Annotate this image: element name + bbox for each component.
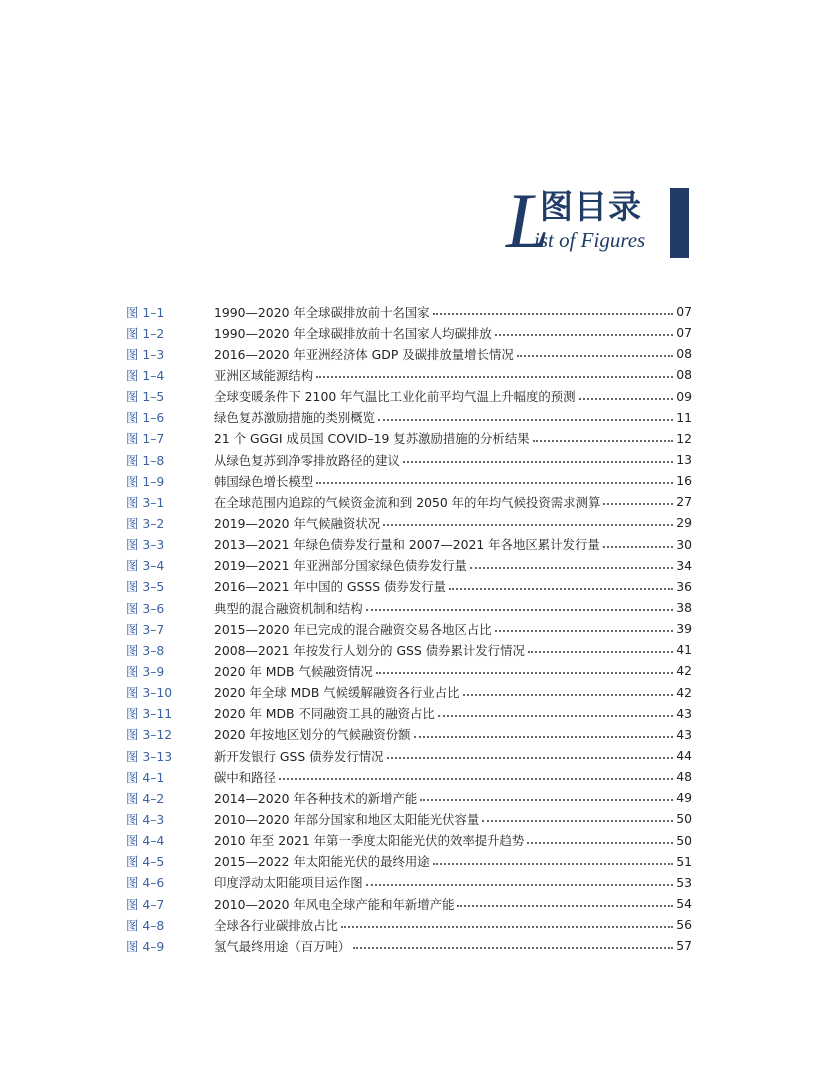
dot-leader [376, 671, 673, 674]
figure-title: 2020 年按地区划分的气候融资份额 [214, 727, 411, 743]
figure-title: 1990—2020 年全球碳排放前十名国家人均碳排放 [214, 325, 492, 341]
figure-title: 碳中和路径 [214, 769, 276, 785]
dot-leader [383, 523, 673, 526]
dot-leader [316, 375, 673, 378]
figure-entry[interactable] [126, 766, 692, 787]
list-of-figures-header [500, 177, 700, 264]
dot-leader [387, 756, 674, 759]
figure-entry[interactable] [126, 343, 692, 364]
figure-page-number: 57 [676, 938, 692, 954]
figure-number: 图 1–6 [126, 410, 165, 426]
dot-leader [495, 333, 674, 336]
dot-leader [579, 397, 674, 400]
figure-title: 2016—2021 年中国的 GSSS 债券发行量 [214, 579, 446, 595]
figure-entry[interactable] [126, 428, 692, 449]
figure-page-number: 11 [676, 409, 692, 425]
figure-page-number: 12 [676, 430, 692, 446]
figure-page-number: 49 [676, 790, 692, 806]
figure-title: 2015—2020 年已完成的混合融资交易各地区占比 [214, 621, 492, 637]
figure-title: 全球各行业碳排放占比 [214, 917, 338, 933]
figure-page-number: 39 [676, 621, 692, 637]
figure-number: 图 3–10 [126, 685, 173, 701]
figure-entry[interactable] [126, 660, 692, 681]
figure-title: 2010—2020 年部分国家和地区太阳能光伏容量 [214, 811, 480, 827]
figure-number: 图 4–9 [126, 938, 165, 954]
figure-title: 韩国绿色增长模型 [214, 473, 314, 489]
figure-page-number: 51 [676, 853, 692, 869]
figure-entry[interactable] [126, 851, 692, 872]
figure-number: 图 3–3 [126, 537, 165, 553]
figure-title: 2020 年 MDB 不同融资工具的融资占比 [214, 706, 435, 722]
figure-number: 图 4–3 [126, 811, 165, 827]
figure-page-number: 13 [676, 452, 692, 468]
figure-title: 2010—2020 年风电全球产能和年新增产能 [214, 896, 455, 912]
header-accent-bar [670, 188, 689, 258]
figure-number: 图 4–1 [126, 769, 165, 785]
figure-entry[interactable] [126, 555, 692, 576]
figure-entry[interactable] [126, 639, 692, 660]
dot-leader [463, 693, 674, 696]
dot-leader [414, 735, 674, 738]
page-subtitle: ist of Figures [534, 228, 646, 252]
dot-leader [433, 862, 674, 865]
figure-number: 图 3–13 [126, 748, 173, 764]
figure-entry[interactable] [126, 386, 692, 407]
figure-title: 1990—2020 年全球碳排放前十名国家 [214, 304, 430, 320]
figure-entry[interactable] [126, 893, 692, 914]
dot-leader [341, 925, 673, 928]
figure-page-number: 56 [676, 917, 692, 933]
figure-number: 图 4–8 [126, 917, 165, 933]
figure-title: 2013—2021 年绿色债券发行量和 2007—2021 年各地区累计发行量 [214, 537, 600, 553]
figure-number: 图 1–8 [126, 452, 165, 468]
dot-leader [353, 946, 673, 949]
figure-number: 图 1–3 [126, 346, 165, 362]
figure-entry[interactable] [126, 830, 692, 851]
figure-entry[interactable] [126, 808, 692, 829]
figure-entry[interactable] [126, 872, 692, 893]
figure-entry[interactable] [126, 534, 692, 555]
figure-number: 图 3–12 [126, 727, 173, 743]
figure-page-number: 44 [676, 748, 692, 764]
figure-title: 2015—2022 年太阳能光伏的最终用途 [214, 854, 430, 870]
figure-title: 2019—2020 年气候融资状况 [214, 515, 381, 531]
figure-entry[interactable] [126, 407, 692, 428]
figure-number: 图 3–2 [126, 515, 165, 531]
figure-number: 图 1–2 [126, 325, 165, 341]
figure-entry[interactable] [126, 512, 692, 533]
figure-entry[interactable] [126, 787, 692, 808]
figure-number: 图 1–1 [126, 304, 165, 320]
figure-page-number: 34 [676, 557, 692, 573]
dot-leader [527, 841, 673, 844]
figure-entry[interactable] [126, 703, 692, 724]
dot-leader [533, 439, 674, 442]
figure-title: 2020 年 MDB 气候融资情况 [214, 663, 373, 679]
figure-page-number: 53 [676, 874, 692, 890]
figure-page-number: 42 [676, 684, 692, 700]
figure-number: 图 1–7 [126, 431, 165, 447]
figure-page-number: 09 [676, 388, 692, 404]
figure-page-number: 41 [676, 642, 692, 658]
figure-title: 典型的混合融资机制和结构 [214, 600, 363, 616]
figure-entry[interactable] [126, 597, 692, 618]
dot-leader [517, 354, 673, 357]
figure-title: 2020 年全球 MDB 气候缓解融资各行业占比 [214, 685, 460, 701]
figure-page-number: 30 [676, 536, 692, 552]
figure-number: 图 4–7 [126, 896, 165, 912]
dot-leader [603, 502, 673, 505]
dot-leader [420, 798, 673, 801]
figure-entry[interactable] [126, 682, 692, 703]
figure-page-number: 43 [676, 726, 692, 742]
dot-leader [449, 587, 673, 590]
dot-leader [366, 883, 674, 886]
figure-number: 图 4–4 [126, 833, 165, 849]
figure-number: 图 3–9 [126, 663, 165, 679]
figure-page-number: 50 [676, 832, 692, 848]
figure-number: 图 1–5 [126, 389, 165, 405]
figure-entry[interactable] [126, 914, 692, 935]
figure-page-number: 27 [676, 494, 692, 510]
figure-number: 图 3–7 [126, 621, 165, 637]
figure-number: 图 4–5 [126, 854, 165, 870]
dot-leader [457, 904, 673, 907]
figure-list [126, 301, 692, 956]
figure-number: 图 3–6 [126, 600, 165, 616]
figure-entry[interactable] [126, 618, 692, 639]
dot-leader [403, 460, 673, 463]
figure-page-number: 16 [676, 473, 692, 489]
figure-number: 图 3–4 [126, 558, 165, 574]
figure-page-number: 08 [676, 367, 692, 383]
figure-entry[interactable] [126, 449, 692, 470]
figure-title: 2010 年至 2021 年第一季度太阳能光伏的效率提升趋势 [214, 833, 525, 849]
figure-entry[interactable] [126, 470, 692, 491]
figure-page-number: 36 [676, 578, 692, 594]
dot-leader [433, 312, 674, 315]
figure-entry[interactable] [126, 364, 692, 385]
dot-leader [603, 545, 673, 548]
dot-leader [438, 714, 673, 717]
figure-page-number: 07 [676, 325, 692, 341]
figure-title: 全球变暖条件下 2100 年气温比工业化前平均气温上升幅度的预测 [214, 389, 576, 405]
figure-page-number: 08 [676, 346, 692, 362]
figure-page-number: 29 [676, 515, 692, 531]
dot-leader [279, 777, 673, 780]
figure-title: 氢气最终用途（百万吨） [214, 938, 351, 954]
figure-title: 2019—2021 年亚洲部分国家绿色债券发行量 [214, 558, 467, 574]
dot-leader [482, 819, 673, 822]
figure-title: 绿色复苏激励措施的类别概览 [214, 410, 376, 426]
figure-number: 图 3–11 [126, 706, 173, 722]
dot-leader [316, 481, 673, 484]
figure-number: 图 3–1 [126, 494, 165, 510]
figure-page-number: 38 [676, 600, 692, 616]
figure-number: 图 3–5 [126, 579, 165, 595]
figure-entry[interactable] [126, 724, 692, 745]
figure-entry[interactable] [126, 301, 692, 322]
figure-title: 2014—2020 年各种技术的新增产能 [214, 790, 418, 806]
figure-title: 在全球范围内追踪的气候资金流和到 2050 年的年均气候投资需求测算 [214, 494, 601, 510]
page-title: 图目录 [540, 187, 642, 226]
figure-entry[interactable] [126, 491, 692, 512]
figure-entry[interactable] [126, 935, 692, 956]
figure-number: 图 4–2 [126, 790, 165, 806]
figure-entry[interactable] [126, 322, 692, 343]
dot-leader [495, 629, 674, 632]
figure-entry[interactable] [126, 576, 692, 597]
figure-number: 图 3–8 [126, 642, 165, 658]
header-initial-letter: L [506, 177, 550, 264]
figure-number: 图 1–4 [126, 367, 165, 383]
figure-page-number: 42 [676, 663, 692, 679]
figure-title: 从绿色复苏到净零排放路径的建议 [214, 452, 400, 468]
figure-title: 2008—2021 年按发行人划分的 GSS 债券累计发行情况 [214, 642, 525, 658]
dot-leader [366, 608, 674, 611]
figure-page-number: 43 [676, 705, 692, 721]
figure-page-number: 54 [676, 896, 692, 911]
figure-title: 新开发银行 GSS 债券发行情况 [214, 748, 384, 764]
figure-number: 图 4–6 [126, 875, 165, 891]
figure-page-number: 07 [676, 304, 692, 320]
figure-title: 2016—2020 年亚洲经济体 GDP 及碳排放量增长情况 [214, 346, 514, 362]
figure-entry[interactable] [126, 745, 692, 766]
figure-number: 图 1–9 [126, 473, 165, 489]
dot-leader [528, 650, 673, 653]
dot-leader [378, 418, 673, 421]
dot-leader [470, 566, 673, 569]
figure-title: 亚洲区域能源结构 [214, 367, 314, 383]
figure-title: 印度浮动太阳能项目运作图 [214, 875, 363, 891]
figure-page-number: 50 [676, 811, 692, 827]
figure-page-number: 48 [676, 769, 692, 785]
figure-title: 21 个 GGGI 成员国 COVID–19 复苏激励措施的分析结果 [214, 431, 530, 447]
